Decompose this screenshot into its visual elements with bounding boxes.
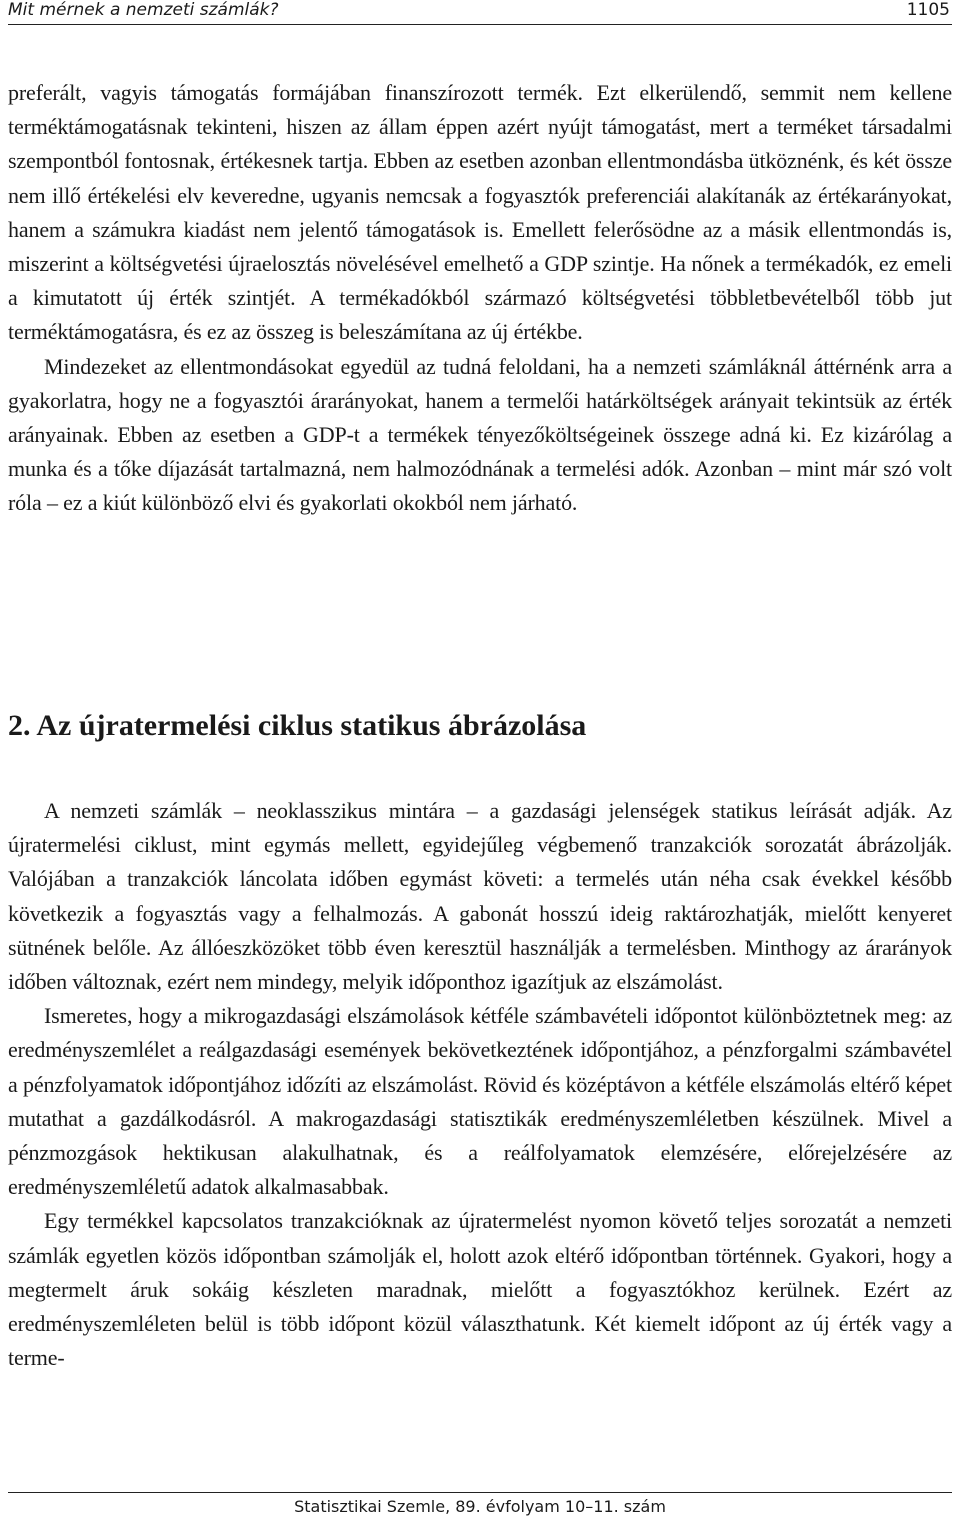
paragraph: preferált, vagyis támogatás formájában finanszírozott termék. Ezt elkerülendő, semmit nem kellene terméktámogatásnak tekinteni, hiszen az állam éppen azért nyújt támogatást, mert a terméket társadalmi szempontból fontosnak, értékesnek tartja. Ebben az esetben azonban ellentmondásba ütköznénk, és két össze nem illő értékelési elv keveredne, ugyanis nemcsak a fogyasztók preferenciái alakítanák az értékarányokat, hanem a számukra kiadást nem jelentő támogatások is. Emellett felerősödne az a másik ellentmondás is, miszerint a költségvetési újraelosztás növelésével emelhető a GDP szintje. Ha nőnek a termékadók, ez emeli a kimutatott új érték szintjét. A termékadókból származó költségvetési többletbevételből több jut terméktámogatásra, és ez az összeg is beleszámítana az új értékbe. [8,80,952,345]
paragraph: Mindezeket az ellentmondásokat egyedül az tudná feloldani, ha a nemzeti számláknál áttérnénk arra a gyakorlatra, hogy ne a fogyasztói árarányokat, hanem a termelői határköltségek arányait tekintsük az érték arányainak. Ebben az esetben a GDP-t a termékek tényezőköltségeinek összege adná ki. Ez kizárólag a munka és a tőke díjazását tartalmazná, nem halmozódnának a termelési adók. Azonban – mint már szó volt róla – ez a kiút különböző elvi és gyakorlati okokból nem járható. [8,353,952,516]
paragraph: Ismeretes, hogy a mikrogazdasági elszámolások kétféle számbavételi időpontot különböztetnek meg: az eredményszemlélet a reálgazdasági események bekövetkeztének időpontjához, a pénzforgalmi számbavétel a pénzfolyamatok időpontjához időzíti az elszámolást. Rövid és középtávon a kétféle elszámolás eltérő képet mutathat a gazdálkodásról. A makrogazdasági statisztikák eredményszemléletben készülnek. Mivel a pénzmozgások hektikusan alakulhatnak, és a reálfolyamatok elemzésére, előrejelzésére az eredményszemléletű adatok alkalmasabbak. [8,1003,952,1200]
running-footer: Statisztikai Szemle, 89. évfolyam 10–11. szám [294,1497,666,1516]
running-header [8,0,952,25]
footer-rule [8,1492,952,1493]
body-text-top [8,76,952,521]
paragraph: Egy termékkel kapcsolatos tranzakcióknak az újratermelést nyomon követő teljes sorozatát a nemzeti számlák egyetlen közös időpontban számolják el, holott azok eltérő időpontban történnek. Gyakori, hogy a megtermelt áruk sokáig készleten maradnak, mielőtt a fogyasztókhoz kerülnek. Ezért az eredményszemléleten belül is több időpont közül választhatunk. Két kiemelt időpont az új érték vagy a terme- [8,1208,952,1371]
paragraph: A nemzeti számlák – neoklasszikus mintára – a gazdasági jelenségek statikus leírását adják. Az újratermelési ciklust, mint egymás mellett, egyidejűleg végbemenő tranzakciók sorozatát ábrázolják. Valójában a tranzakciók láncolata időben egymást követi: a termelés után néha csak évekkel később következik a fogyasztás vagy a felhalmozás. A gabonát hosszú ideig raktározhatják, mielőtt kenyeret sütnének belőle. Az állóeszközöket több éven keresztül használják a termelésben. Minthogy az árarányok időben változnak, ezért nem mindegy, melyik időponthoz igazítjuk az elszámolást. [8,798,952,995]
running-title: Mit mérnek a nemzeti számlák? [8,0,279,20]
section-heading: 2. Az újratermelési ciklus statikus ábrázolása [8,709,587,742]
page-number: 1105 [906,0,950,20]
body-text-bottom [8,794,952,1375]
